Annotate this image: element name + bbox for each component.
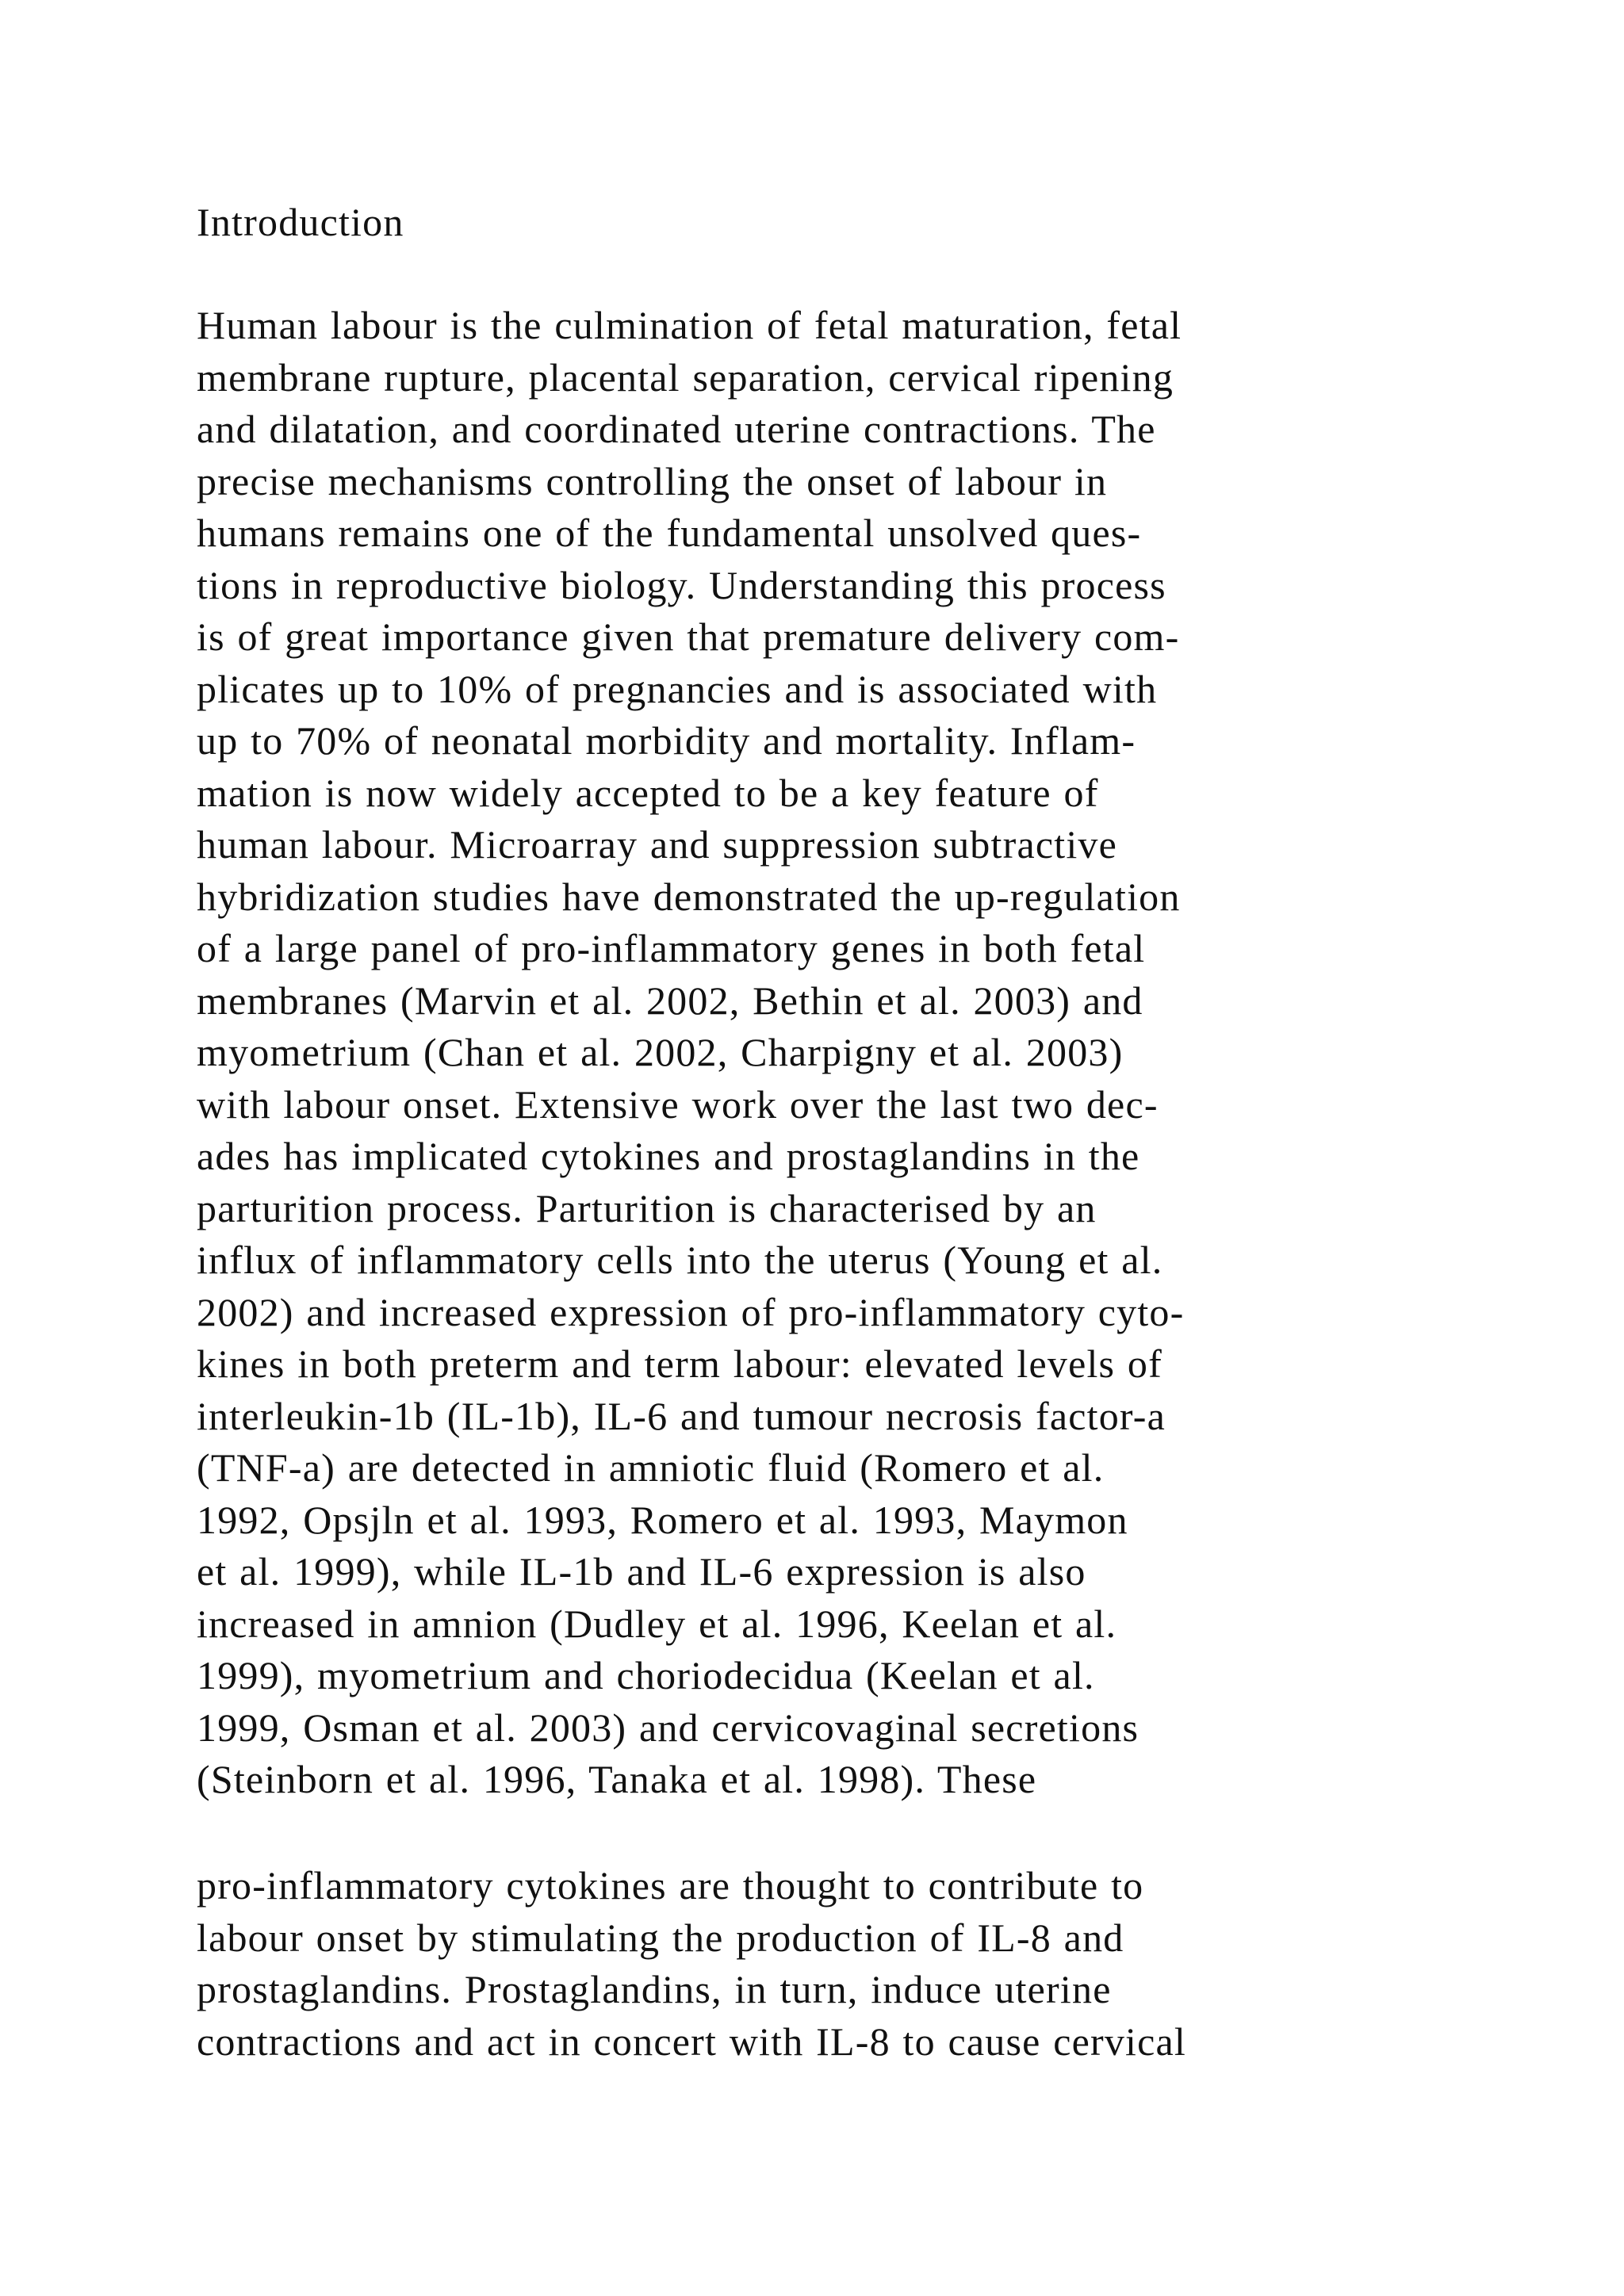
text-line: Human labour is the culmination of fetal maturation, fetal xyxy=(197,303,1182,347)
text-line: kines in both preterm and term labour: elevated levels of xyxy=(197,1341,1162,1386)
heading-text: Introduction xyxy=(197,200,404,244)
section-heading xyxy=(197,197,1561,249)
text-line: 1999), myometrium and choriodecidua (Keelan et al. xyxy=(197,1653,1095,1697)
text-line: 1999, Osman et al. 2003) and cervicovaginal secretions xyxy=(197,1705,1139,1750)
text-line: parturition process. Parturition is characterised by an xyxy=(197,1185,1097,1230)
text-line: humans remains one of the fundamental unsolved ques- xyxy=(197,511,1142,555)
text-line: increased in amnion (Dudley et al. 1996, Keelan et al. xyxy=(197,1601,1117,1646)
text-line: precise mechanisms controlling the onset of labour in xyxy=(197,458,1108,503)
text-line: et al. 1999), while IL-1b and IL-6 expression is also xyxy=(197,1549,1086,1594)
text-line: labour onset by stimulating the production of IL-8 and xyxy=(197,1915,1124,1960)
text-line: up to 70% of neonatal morbidity and mortality. Inflam- xyxy=(197,718,1136,763)
text-line: human labour. Microarray and suppression subtractive xyxy=(197,822,1117,867)
text-line: is of great importance given that premature delivery com- xyxy=(197,614,1180,659)
text-line: myometrium (Chan et al. 2002, Charpigny et al. 2003) xyxy=(197,1030,1124,1074)
text-line: prostaglandins. Prostaglandins, in turn, induce uterine xyxy=(197,1967,1112,2011)
text-line: hybridization studies have demonstrated the up-regulation xyxy=(197,874,1181,919)
text-line: pro-inflammatory cytokines are thought to contribute to xyxy=(197,1863,1144,1908)
paragraph-2 xyxy=(197,1860,1561,2068)
text-line: (TNF-a) are detected in amniotic fluid (Romero et al. xyxy=(197,1445,1105,1490)
text-line: tions in reproductive biology. Understanding this process xyxy=(197,562,1166,607)
text-line: mation is now widely accepted to be a key feature of xyxy=(197,770,1099,815)
paragraph-1 xyxy=(197,300,1561,1806)
text-line: of a large panel of pro-inflammatory genes in both fetal xyxy=(197,926,1146,970)
text-line: membrane rupture, placental separation, cervical ripening xyxy=(197,354,1174,400)
text-line: plicates up to 10% of pregnancies and is associated with xyxy=(197,666,1158,711)
text-line: with labour onset. Extensive work over the last two dec- xyxy=(197,1081,1159,1127)
text-line: 1992, Opsjln et al. 1993, Romero et al. 1993, Maymon xyxy=(197,1497,1128,1542)
text-line: contractions and act in concert with IL-8 to cause cervical xyxy=(197,2019,1187,2064)
text-line: and dilatation, and coordinated uterine contractions. The xyxy=(197,407,1156,451)
text-line: (Steinborn et al. 1996, Tanaka et al. 1998). These xyxy=(197,1757,1037,1801)
text-line: interleukin-1b (IL-1b), IL-6 and tumour necrosis factor-a xyxy=(197,1393,1166,1438)
text-line: 2002) and increased expression of pro-inflammatory cyto- xyxy=(197,1289,1185,1334)
text-line: ades has implicated cytokines and prostaglandins in the xyxy=(197,1134,1140,1178)
text-line: influx of inflammatory cells into the uterus (Young et al. xyxy=(197,1238,1163,1282)
text-line: membranes (Marvin et al. 2002, Bethin et al. 2003) and xyxy=(197,978,1143,1023)
